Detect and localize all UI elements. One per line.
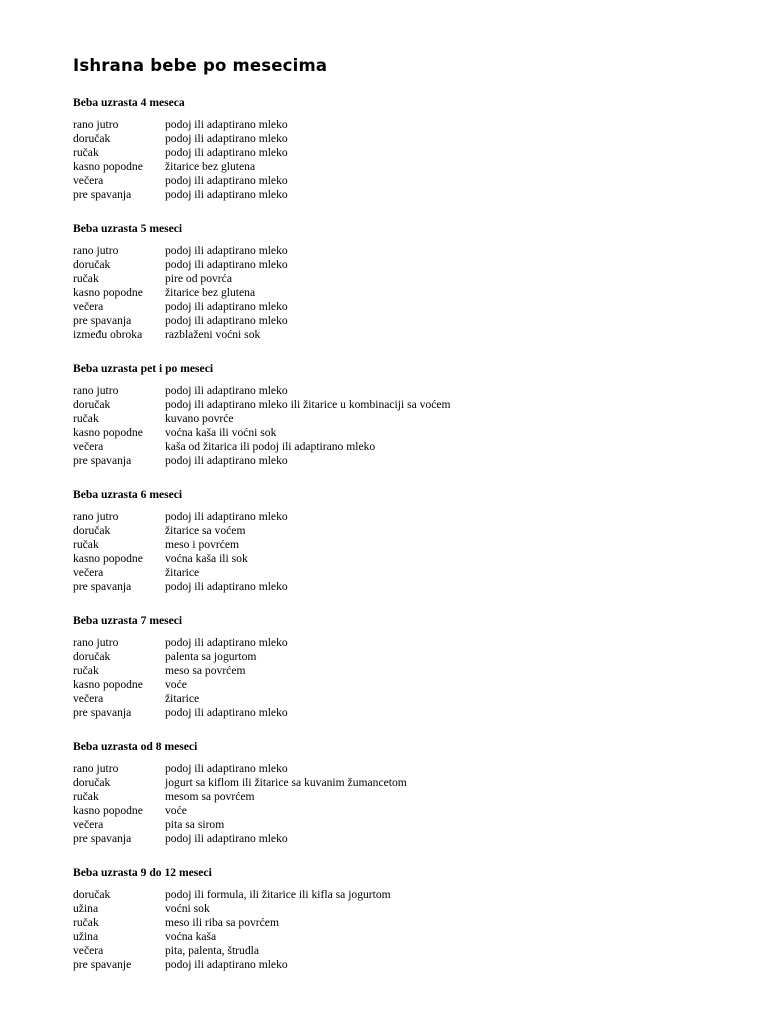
meal-time: večera: [73, 944, 104, 957]
meal-time: doručak: [73, 524, 111, 537]
meal-time: kasno popodne: [73, 678, 143, 691]
meal-time: ručak: [73, 412, 99, 425]
meal-time: rano jutro: [73, 636, 119, 649]
meal-time: večera: [73, 300, 104, 313]
meal-time: pre spavanja: [73, 454, 132, 467]
meal-row: [73, 552, 733, 566]
meal-row: [73, 314, 733, 328]
meal-food: pita, palenta, štrudla: [165, 944, 260, 957]
meal-row: [73, 804, 733, 818]
meal-plan-section: [73, 96, 733, 202]
meal-row: [73, 146, 733, 160]
meal-food: kaša od žitarica ili podoj ili adaptirano mleko: [165, 440, 376, 453]
meal-food: podoj ili adaptirano mleko: [165, 174, 288, 187]
meal-food: žitarice sa voćem: [165, 524, 246, 537]
meal-time: večera: [73, 566, 104, 579]
meal-time: ručak: [73, 146, 99, 159]
meal-row: [73, 132, 733, 146]
meal-food: podoj ili adaptirano mleko: [165, 132, 288, 145]
meal-time: pre spavanja: [73, 188, 132, 201]
meal-food: podoj ili adaptirano mleko: [165, 118, 288, 131]
meal-row: [73, 958, 733, 972]
section-heading: Beba uzrasta 6 meseci: [73, 488, 183, 501]
meal-row: [73, 272, 733, 286]
meal-row: [73, 818, 733, 832]
meal-time: doručak: [73, 258, 111, 271]
meal-food: podoj ili adaptirano mleko: [165, 706, 288, 719]
section-heading: Beba uzrasta 5 meseci: [73, 222, 183, 235]
meal-row: [73, 244, 733, 258]
meal-food: žitarice bez glutena: [165, 160, 256, 173]
meal-row: [73, 678, 733, 692]
meal-food: podoj ili adaptirano mleko: [165, 146, 288, 159]
meal-row: [73, 440, 733, 454]
meal-row: [73, 160, 733, 174]
meal-row: [73, 888, 733, 902]
meal-time: doručak: [73, 132, 111, 145]
meal-plan-section: [73, 614, 733, 720]
meal-time: kasno popodne: [73, 160, 143, 173]
meal-time: užina: [73, 902, 99, 915]
meal-food: meso i povrćem: [165, 538, 240, 551]
meal-food: podoj ili adaptirano mleko: [165, 300, 288, 313]
meal-food: podoj ili adaptirano mleko: [165, 244, 288, 257]
meal-row: [73, 524, 733, 538]
meal-row: [73, 566, 733, 580]
meal-food: kuvano povrće: [165, 412, 234, 425]
meal-row: [73, 944, 733, 958]
section-heading: Beba uzrasta 4 meseca: [73, 96, 185, 109]
meal-food: podoj ili adaptirano mleko: [165, 580, 288, 593]
meal-row: [73, 328, 733, 342]
meal-time: pre spavanja: [73, 832, 132, 845]
meal-food: mesom sa povrćem: [165, 790, 255, 803]
meal-row: [73, 258, 733, 272]
meal-row: [73, 790, 733, 804]
meal-time: rano jutro: [73, 384, 119, 397]
meal-food: žitarice: [165, 692, 200, 705]
meal-food: podoj ili adaptirano mleko: [165, 832, 288, 845]
meal-row: [73, 384, 733, 398]
meal-time: između obroka: [73, 328, 143, 341]
meal-row: [73, 692, 733, 706]
section-heading: Beba uzrasta 7 meseci: [73, 614, 183, 627]
meal-row: [73, 580, 733, 594]
meal-plan-section: [73, 488, 733, 594]
meal-food: razblaženi voćni sok: [165, 328, 261, 341]
meal-time: pre spavanja: [73, 706, 132, 719]
meal-plan-section: [73, 362, 733, 468]
meal-row: [73, 650, 733, 664]
meal-row: [73, 174, 733, 188]
meal-food: palenta sa jogurtom: [165, 650, 257, 663]
meal-food: podoj ili adaptirano mleko: [165, 258, 288, 271]
meal-food: podoj ili adaptirano mleko: [165, 636, 288, 649]
meal-food: podoj ili adaptirano mleko ili žitarice u kombinaciji sa voćem: [165, 398, 451, 411]
meal-row: [73, 762, 733, 776]
meal-food: voćni sok: [165, 902, 210, 915]
meal-food: podoj ili adaptirano mleko: [165, 510, 288, 523]
meal-time: ručak: [73, 916, 99, 929]
meal-row: [73, 118, 733, 132]
meal-food: meso ili riba sa povrćem: [165, 916, 279, 929]
meal-time: doručak: [73, 398, 111, 411]
meal-time: pre spavanja: [73, 314, 132, 327]
meal-row: [73, 426, 733, 440]
meal-time: pre spavanja: [73, 580, 132, 593]
page-title: Ishrana bebe po mesecima: [73, 56, 328, 75]
meal-time: doručak: [73, 776, 111, 789]
meal-time: rano jutro: [73, 762, 119, 775]
meal-row: [73, 636, 733, 650]
meal-food: pire od povrća: [165, 272, 232, 285]
meal-time: večera: [73, 174, 104, 187]
meal-food: voće: [165, 804, 187, 817]
meal-time: kasno popodne: [73, 286, 143, 299]
meal-food: podoj ili adaptirano mleko: [165, 958, 288, 971]
meal-plan-section: [73, 740, 733, 846]
meal-plan-section: [73, 866, 733, 972]
meal-row: [73, 832, 733, 846]
meal-food: žitarice: [165, 566, 200, 579]
meal-time: kasno popodne: [73, 552, 143, 565]
meal-food: žitarice bez glutena: [165, 286, 256, 299]
meal-time: užina: [73, 930, 99, 943]
meal-row: [73, 706, 733, 720]
meal-time: večera: [73, 440, 104, 453]
document-page: [73, 55, 733, 992]
meal-time: rano jutro: [73, 118, 119, 131]
meal-time: doručak: [73, 650, 111, 663]
meal-food: podoj ili adaptirano mleko: [165, 314, 288, 327]
meal-time: doručak: [73, 888, 111, 901]
meal-food: pita sa sirom: [165, 818, 225, 831]
meal-food: voćna kaša ili sok: [165, 552, 248, 565]
meal-time: kasno popodne: [73, 804, 143, 817]
section-heading: Beba uzrasta 9 do 12 meseci: [73, 866, 212, 879]
meal-row: [73, 454, 733, 468]
meal-food: jogurt sa kiflom ili žitarice sa kuvanim žumancetom: [165, 776, 407, 789]
meal-row: [73, 930, 733, 944]
meal-row: [73, 902, 733, 916]
meal-food: podoj ili adaptirano mleko: [165, 454, 288, 467]
meal-row: [73, 412, 733, 426]
section-heading: Beba uzrasta od 8 meseci: [73, 740, 198, 753]
section-heading: Beba uzrasta pet i po meseci: [73, 362, 214, 375]
meal-food: podoj ili adaptirano mleko: [165, 188, 288, 201]
meal-food: meso sa povrćem: [165, 664, 246, 677]
meal-row: [73, 286, 733, 300]
meal-time: pre spavanje: [73, 958, 132, 971]
meal-time: večera: [73, 818, 104, 831]
meal-food: voćna kaša: [165, 930, 217, 943]
meal-food: podoj ili formula, ili žitarice ili kifla sa jogurtom: [165, 888, 391, 901]
meal-food: voće: [165, 678, 187, 691]
meal-time: ručak: [73, 272, 99, 285]
meal-time: kasno popodne: [73, 426, 143, 439]
meal-row: [73, 188, 733, 202]
meal-food: podoj ili adaptirano mleko: [165, 384, 288, 397]
meal-row: [73, 664, 733, 678]
meal-plan-section: [73, 222, 733, 342]
meal-row: [73, 916, 733, 930]
meal-food: podoj ili adaptirano mleko: [165, 762, 288, 775]
meal-row: [73, 510, 733, 524]
meal-food: voćna kaša ili voćni sok: [165, 426, 277, 439]
meal-row: [73, 398, 733, 412]
meal-row: [73, 776, 733, 790]
meal-time: rano jutro: [73, 244, 119, 257]
meal-row: [73, 300, 733, 314]
meal-time: ručak: [73, 538, 99, 551]
meal-row: [73, 538, 733, 552]
meal-time: rano jutro: [73, 510, 119, 523]
meal-time: večera: [73, 692, 104, 705]
meal-time: ručak: [73, 790, 99, 803]
sections-container: [73, 96, 733, 972]
meal-time: ručak: [73, 664, 99, 677]
